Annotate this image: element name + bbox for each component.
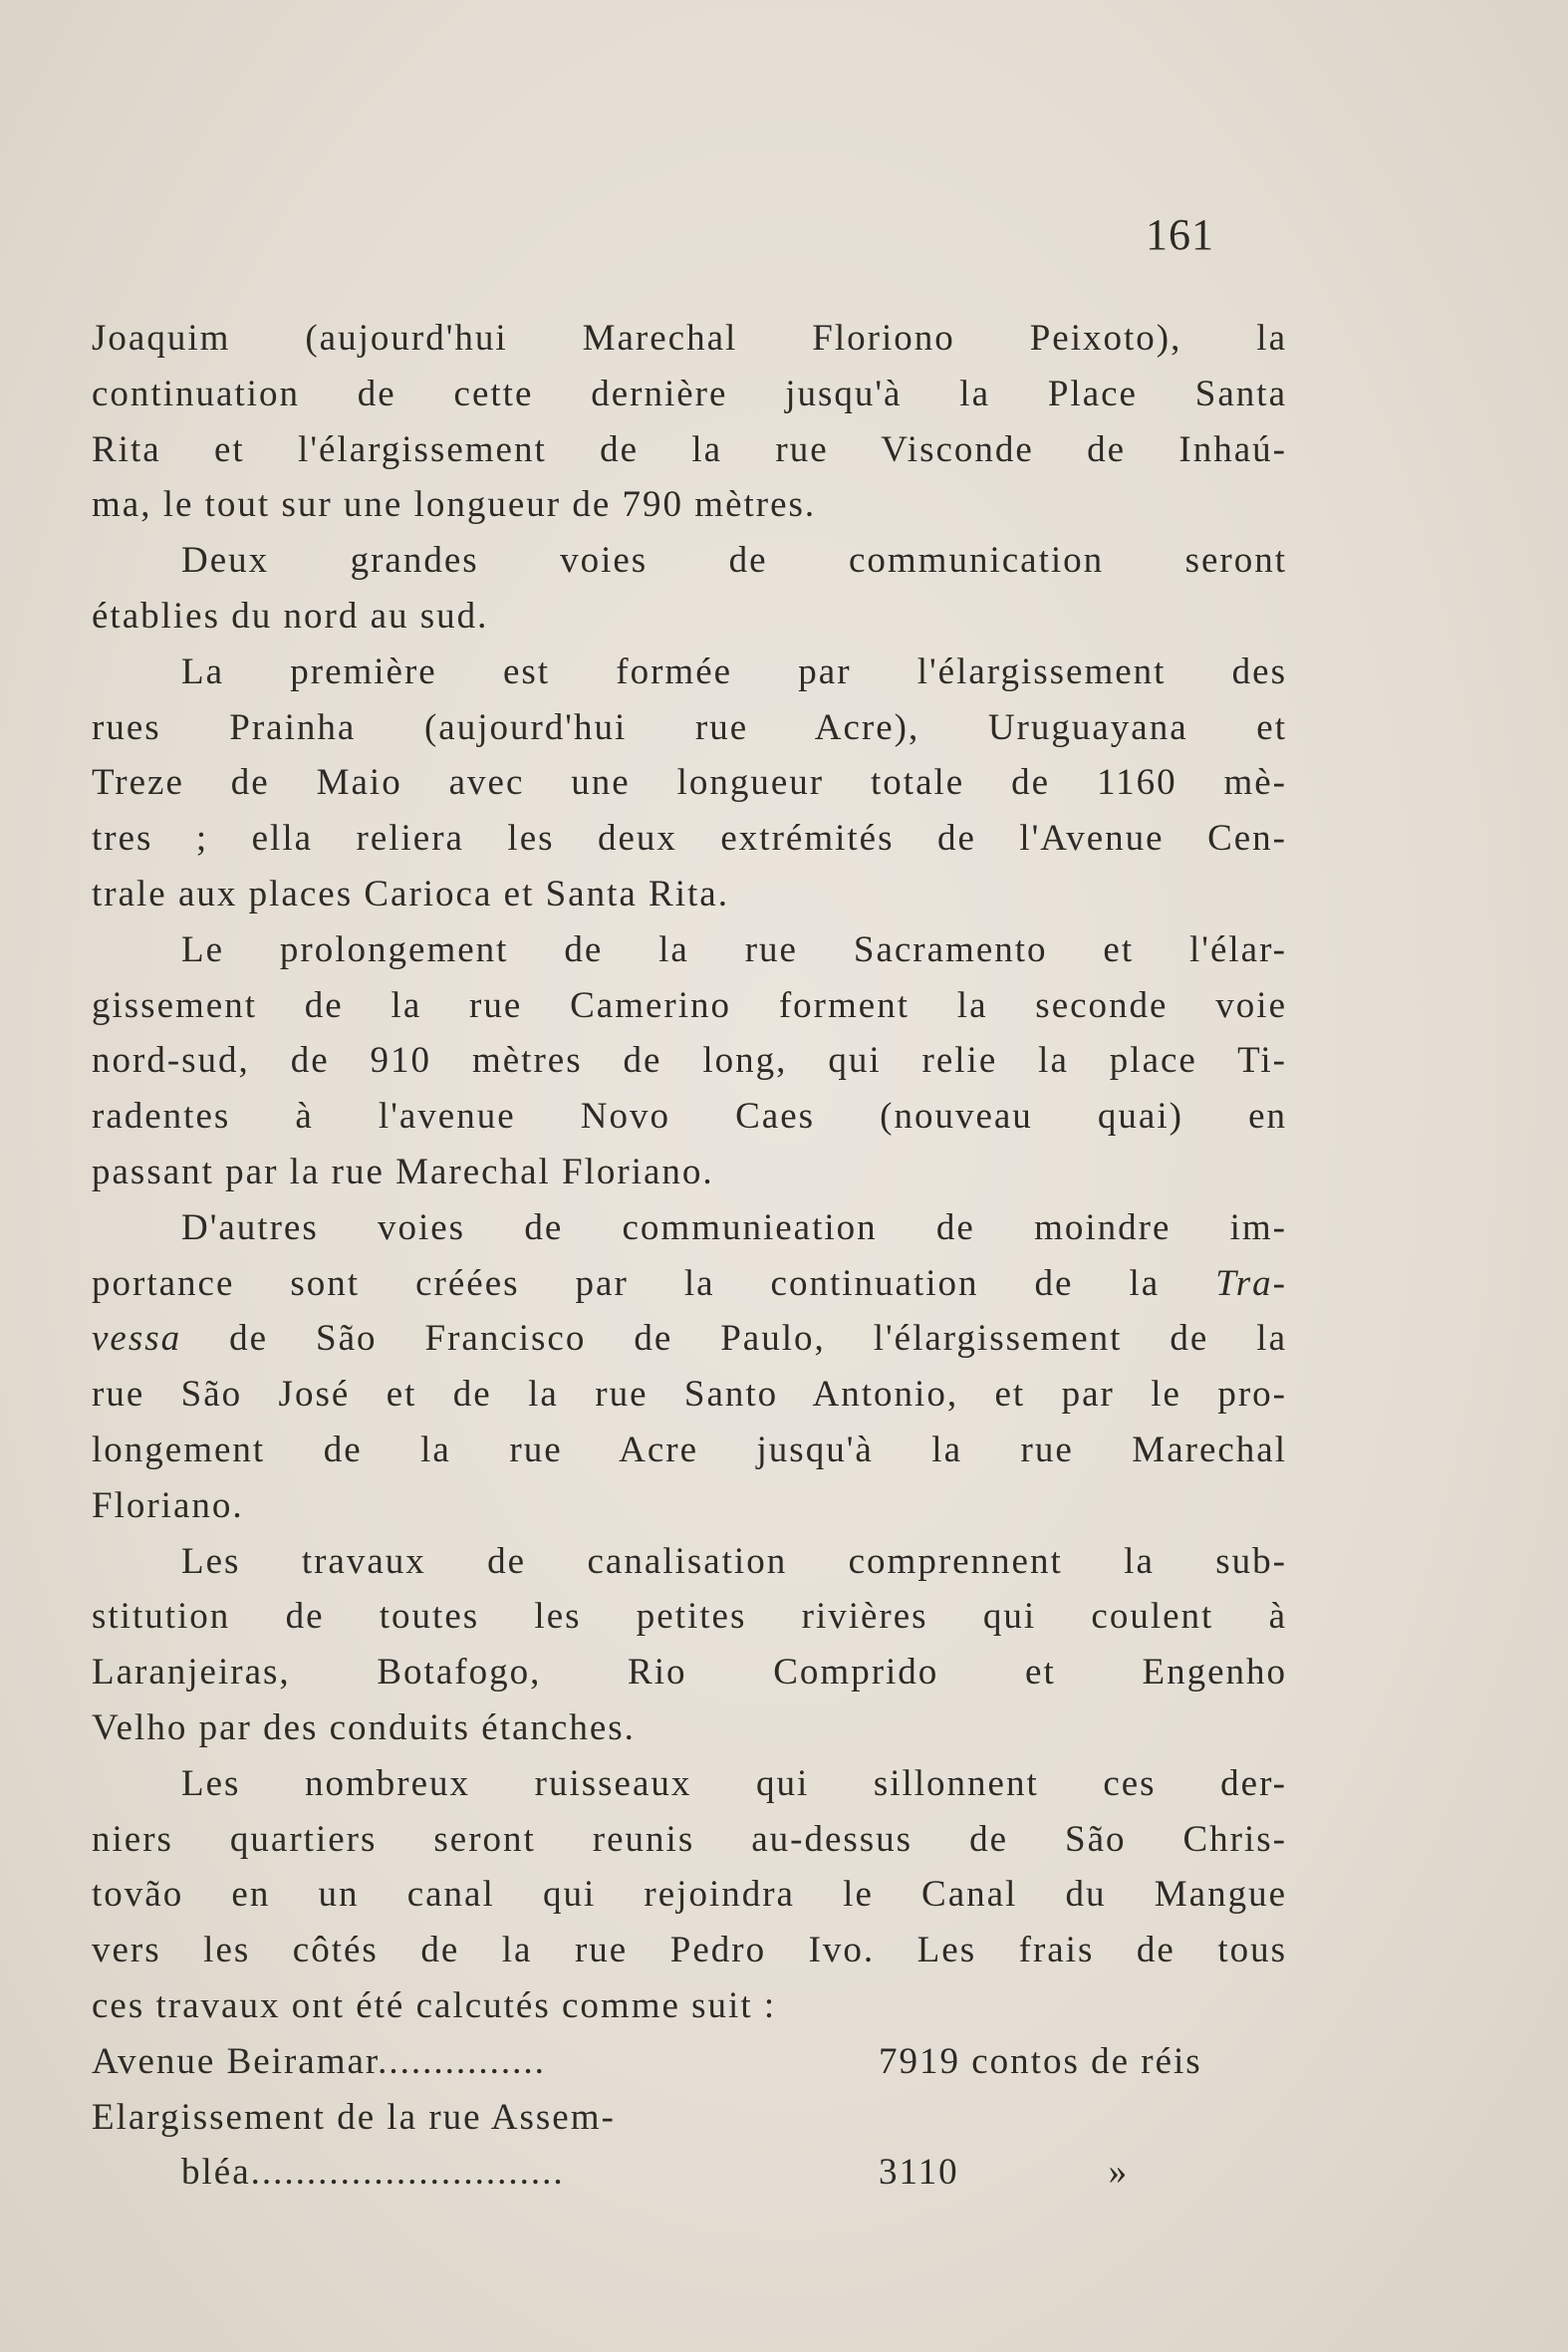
text-line: Le prolongement de la rue Sacramento et l'élar- [181, 928, 1287, 970]
text-line: Joaquim (aujourd'hui Marechal Floriono Peixoto), la [92, 318, 1287, 359]
text-segment: de São Francisco de Paulo, l'élargissement de la [181, 1318, 1287, 1360]
cost-label: Elargissement de la rue Assem- [92, 2096, 616, 2138]
text-line: Laranjeiras, Botafogo, Rio Comprido et Engenho [92, 1652, 1287, 1694]
text-line: rue São José et de la rue Santo Antonio, et par le pro- [92, 1374, 1287, 1416]
text-line: continuation de cette dernière jusqu'à la Place Santa [92, 373, 1287, 414]
body-text [92, 311, 1287, 2201]
text-line [92, 1256, 1287, 1312]
text-line [92, 1311, 1287, 1367]
italic-term: vessa [92, 1318, 182, 1360]
text-line: trale aux places Carioca et Santa Rita. [92, 873, 729, 915]
text-line: niers quartiers seront reunis au-dessus de São Chris- [92, 1818, 1287, 1860]
text-line: Floriano. [92, 1484, 244, 1526]
page-number: 161 [1146, 210, 1214, 259]
paragraph-6 [92, 1534, 1287, 1756]
text-line: tovão en un canal qui rejoindra le Canal du Mangue [92, 1874, 1287, 1916]
text-line: stitution de toutes les petites rivières qui coulent à [92, 1596, 1287, 1638]
cost-value [879, 2090, 1287, 2146]
ditto-mark: » [1108, 2152, 1130, 2194]
text-line: Les nombreux ruisseaux qui sillonnent ces der- [181, 1762, 1287, 1804]
text-line: D'autres voies de communieation de moindre im- [181, 1206, 1287, 1248]
text-line: longement de la rue Acre jusqu'à la rue Marechal [92, 1429, 1287, 1470]
paragraph-3 [92, 645, 1287, 922]
cost-label: Avenue Beiramar............... [92, 2040, 546, 2082]
text-line: Deux grandes voies de communication seront [181, 540, 1287, 582]
cost-row [92, 2034, 1287, 2090]
paragraph-1 [92, 311, 1287, 533]
paragraph-2 [92, 533, 1287, 645]
cost-label: bléa............................ [181, 2152, 565, 2194]
text-line: ma, le tout sur une longueur de 790 mètres. [92, 484, 817, 526]
text-line: passant par la rue Marechal Floriano. [92, 1151, 714, 1192]
text-line: radentes à l'avenue Novo Caes (nouveau quai) en [92, 1096, 1287, 1138]
text-line: vers les côtés de la rue Pedro Ivo. Les frais de tous [92, 1930, 1287, 1971]
text-line: gissement de la rue Camerino forment la seconde voie [92, 984, 1287, 1026]
paragraph-4 [92, 922, 1287, 1200]
text-line: Les travaux de canalisation comprennent la sub- [181, 1540, 1287, 1582]
cost-amount: 3110 [879, 2152, 959, 2194]
cost-row [92, 2145, 1287, 2201]
paragraph-5 [92, 1200, 1287, 1534]
text-line: établies du nord au sud. [92, 595, 489, 637]
cost-row [92, 2090, 1287, 2146]
text-line: La première est formée par l'élargissement des [181, 651, 1287, 692]
paragraph-7 [92, 1756, 1287, 2034]
text-line: Velho par des conduits étanches. [92, 1706, 636, 1748]
cost-value [879, 2145, 1287, 2201]
text-line: Rita et l'élargissement de la rue Visconde de Inhaú- [92, 428, 1287, 470]
text-line: Treze de Maio avec une longueur totale de 1160 mè- [92, 762, 1287, 804]
text-line: nord-sud, de 910 mètres de long, qui relie la place Ti- [92, 1040, 1287, 1082]
text-line: rues Prainha (aujourd'hui rue Acre), Uruguayana et [92, 706, 1287, 748]
text-line: ces travaux ont été calcutés comme suit : [92, 1984, 777, 2026]
italic-term: Tra- [1215, 1262, 1287, 1304]
cost-table [92, 2034, 1287, 2201]
cost-value: 7919 contos de réis [879, 2040, 1202, 2082]
text-line: tres ; ella reliera les deux extrémités de l'Avenue Cen- [92, 818, 1287, 860]
text-segment: portance sont créées par la continuation de la [92, 1262, 1216, 1304]
